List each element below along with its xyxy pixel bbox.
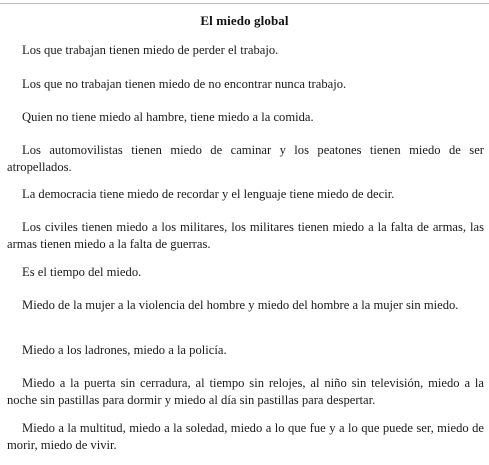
document-title: El miedo global — [200, 13, 289, 28]
paragraph: Los que trabajan tienen miedo de perder el trabajo. — [22, 43, 279, 57]
paragraph: Miedo a la multitud, miedo a la soledad, miedo a lo que fue y a lo que puede ser, miedo de morir, miedo de vivir. — [7, 421, 484, 452]
paragraph: Miedo a los ladrones, miedo a la policía. — [22, 343, 227, 357]
top-divider — [0, 3, 489, 4]
paragraph: Miedo a la puerta sin cerradura, al tiempo sin relojes, al niño sin televisión, miedo a la noche sin pastillas para dormir y miedo al día sin pastillas para despertar. — [7, 376, 484, 407]
paragraph: Los automovilistas tienen miedo de caminar y los peatones tienen miedo de ser atropellados. — [7, 143, 484, 174]
paragraph: Los que no trabajan tienen miedo de no encontrar nunca trabajo. — [22, 77, 347, 91]
paragraph: Los civiles tienen miedo a los militares, los militares tienen miedo a la falta de armas, las armas tienen miedo a la falta de guerras. — [7, 220, 484, 251]
paragraph: Quien no tiene miedo al hambre, tiene miedo a la comida. — [22, 110, 314, 124]
paragraph: Miedo de la mujer a la violencia del hombre y miedo del hombre a la mujer sin miedo. — [22, 298, 459, 312]
paragraph: La democracia tiene miedo de recordar y el lenguaje tiene miedo de decir. — [22, 187, 395, 201]
paragraph: Es el tiempo del miedo. — [22, 265, 142, 279]
